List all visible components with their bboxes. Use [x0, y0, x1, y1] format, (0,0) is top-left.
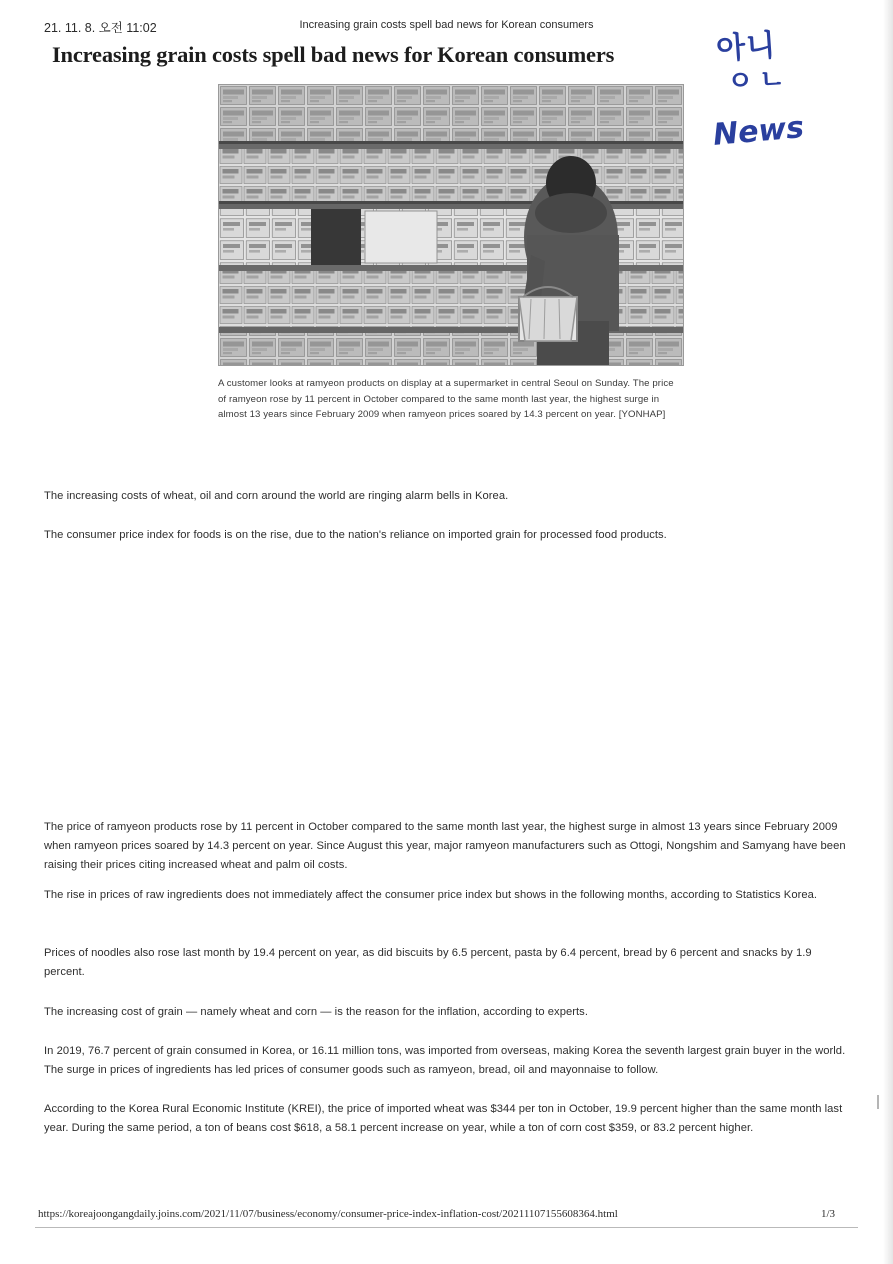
- photo-caption: A customer looks at ramyeon products on display at a supermarket in central Seoul on Sunday. The price of ramyeon rose by 11 percent in October compared to the same month last year, the highest surge in almost 13 years since February 2009 when ramyeon prices soared by 14.3 percent on year. [YONHAP]: [218, 378, 674, 420]
- article-paragraph-2: The consumer price index for foods is on the rise, due to the nation's reliance on imported grain for processed food products.: [44, 529, 667, 541]
- article-headline: Increasing grain costs spell bad news for Korean consumers: [52, 42, 615, 67]
- article-paragraph-4: The rise in prices of raw ingredients does not immediately affect the consumer price index but shows in the following months, according to Statistics Korea.: [44, 889, 818, 901]
- footer-divider: [35, 1227, 858, 1228]
- handwritten-note-line-3: News: [711, 110, 806, 153]
- print-footer: [38, 1208, 855, 1224]
- scan-edge-shadow: [883, 0, 893, 1264]
- handwritten-note-line-2: ㅇㄴ: [726, 63, 793, 98]
- footer-source-url: https://koreajoongangdaily.joins.com/2021/11/07/business/economy/consumer-price-index-inflation-cost/20211107155608364.html: [38, 1208, 618, 1220]
- print-header-title: Increasing grain costs spell bad news for Korean consumers: [299, 19, 594, 31]
- article-paragraph-1: The increasing costs of wheat, oil and corn around the world are ringing alarm bells in Korea.: [44, 490, 509, 502]
- print-header-timestamp: 21. 11. 8. 오전 11:02: [44, 21, 157, 35]
- article-paragraph-5: Prices of noodles also rose last month by 19.4 percent on year, as did biscuits by 6.5 percent, pasta by 6.4 percent, bread by 6 percent and snacks by 1.9 percent.: [44, 947, 812, 978]
- article-paragraph-7: In 2019, 76.7 percent of grain consumed in Korea, or 16.11 million tons, was imported from overseas, making Korea the seventh largest grain buyer in the world. The surge in prices of ingredients has led prices of consumer goods such as ramyeon, bread, oil and mayonnaise to follow.: [44, 1045, 846, 1076]
- article-photo: [218, 84, 684, 366]
- article-paragraph-3: The price of ramyeon products rose by 11 percent in October compared to the same month last year, the highest surge in almost 13 years since February 2009 when ramyeon prices soared by 14.3 percent on year. Since August this year, major ramyeon manufacturers such as Ottogi, Nongshim and Samyang have been raising their prices citing increased wheat and palm oil costs.: [44, 821, 846, 871]
- scan-artifact: [877, 1095, 879, 1109]
- article-paragraph-6: The increasing cost of grain — namely wheat and corn — is the reason for the inflation, according to experts.: [44, 1006, 588, 1018]
- supermarket-shelf-photo-graphic: [219, 85, 683, 365]
- article-paragraph-8: According to the Korea Rural Economic Institute (KREI), the price of imported wheat was $344 per ton in October, 19.9 percent higher than the same month last year. During the same period, a ton of beans cost $618, a 58.1 percent increase on year, while a ton of corn cost $359, or 83.2 percent higher.: [44, 1103, 843, 1134]
- handwritten-note-line-1: 아니: [715, 27, 778, 68]
- footer-page-number: 1/3: [820, 1208, 835, 1220]
